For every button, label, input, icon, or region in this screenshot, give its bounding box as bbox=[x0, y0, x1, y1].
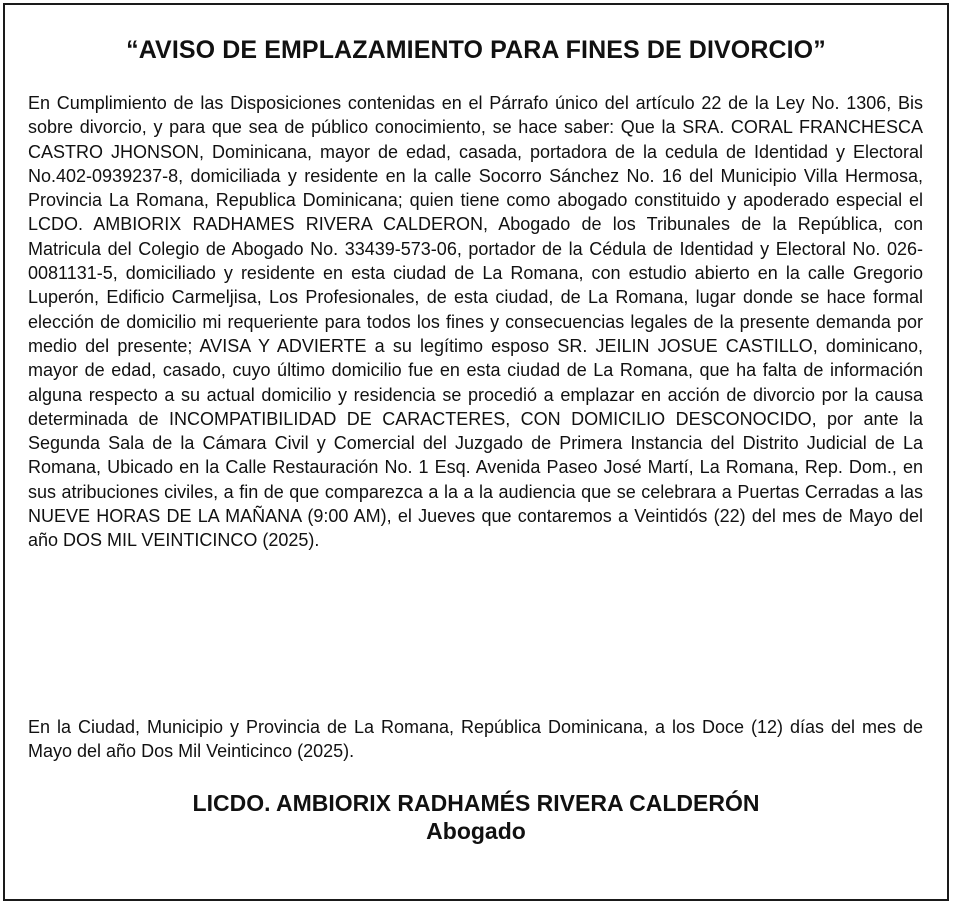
notice-title: “AVISO DE EMPLAZAMIENTO PARA FINES DE DIVORCIO” bbox=[126, 36, 826, 64]
signature-block bbox=[5, 789, 947, 845]
notice-date-paragraph: En la Ciudad, Municipio y Provincia de La Romana, República Dominicana, a los Doce (12) días del mes de Mayo del año Dos Mil Veinticinco (2025). bbox=[28, 717, 923, 762]
signature-role: Abogado bbox=[426, 818, 526, 844]
notice-body-paragraph: En Cumplimiento de las Disposiciones contenidas en el Párrafo único del artículo 22 de la Ley No. 1306, Bis sobre divorcio, y para que sea de público conocimiento, se hace saber: Que la SRA. CORAL FRANCHESCA CASTRO JHONSON, Dominicana, mayor de edad, casada, portadora de la cedula de Identidad y Electoral No.402-0939237-8, domiciliada y residente en la calle Socorro Sánchez No. 16 del Municipio Villa Hermosa, Provincia La Romana, Republica Dominicana; quien tiene como abogado constituido y apoderado especial el LCDO. AMBIORIX RADHAMES RIVERA CALDERON, Abogado de los Tribunales de la República, con Matricula del Colegio de Abogado No. 33439-573-06, portador de la Cédula de Identidad y Electoral No. 026- 0081131-5, domiciliado y residente en esta ciudad de La Romana, con estudio abierto en la calle Gregorio Luperón, Edificio Carmeljisa, Los Profesionales, de esta ciudad, de La Romana, lugar donde se hace formal elección de domicilio mi requeriente para todos los fines y consecuencias legales de la presente demanda por medio del presente; AVISA Y ADVIERTE a su legítimo esposo SR. JEILIN JOSUE CASTILLO, dominicano, mayor de edad, casado, cuyo último domicilio fue en esta ciudad de La Romana, que ha falta de información alguna respecto a su actual domicilio y residencia se procedió a emplazar en acción de divorcio por la causa determinada de INCOMPATIBILIDAD DE CARACTERES, CON DOMICILIO DESCONOCIDO, por ante la Segunda Sala de la Cámara Civil y Comercial del Juzgado de Primera Instancia del Distrito Judicial de La Romana, Ubicado en la Calle Restauración No. 1 Esq. Avenida Paseo José Martí, La Romana, Rep. Dom., en sus atribuciones civiles, a fin de que comparezca a la a la audiencia que se celebrara a Puertas Cerradas a las NUEVE HORAS DE LA MAÑANA (9:00 AM), el Jueves que contaremos a Veintidós (22) del mes de Mayo del año DOS MIL VEINTICINCO (2025). bbox=[28, 93, 923, 551]
legal-notice bbox=[3, 3, 949, 901]
signature-name: LICDO. AMBIORIX RADHAMÉS RIVERA CALDERÓN bbox=[192, 790, 760, 816]
